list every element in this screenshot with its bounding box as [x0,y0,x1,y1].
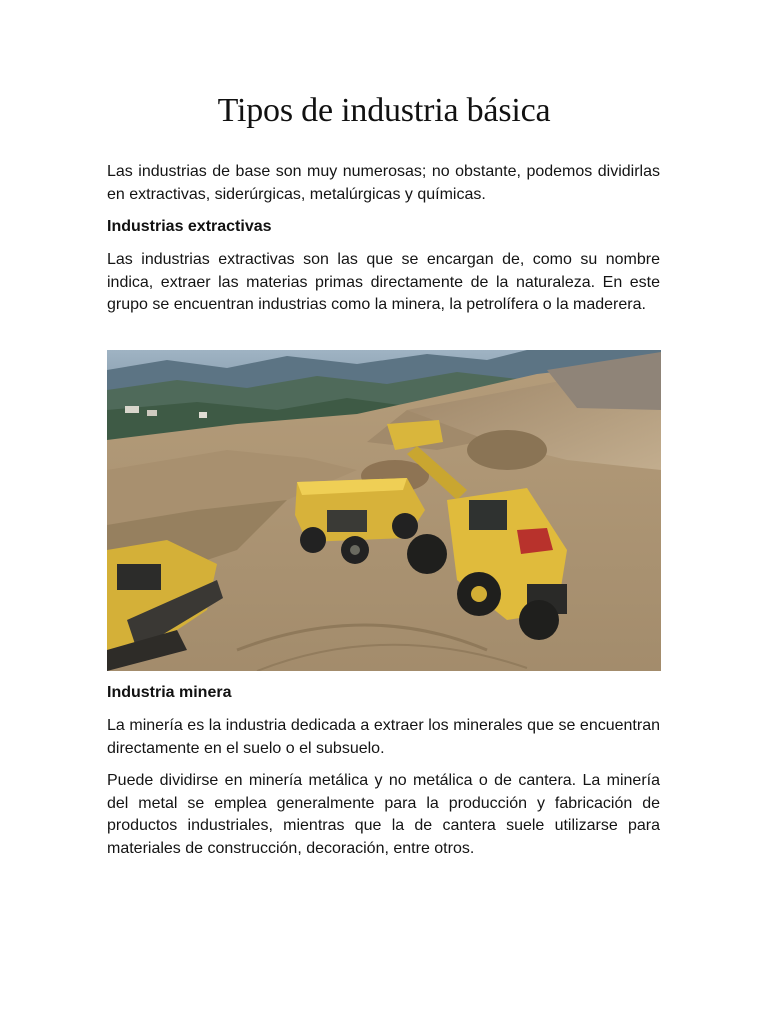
minera-paragraph-1: La minería es la industria dedicada a extraer los minerales que se encuentran directamente en el suelo o el subsuelo. [107,717,660,757]
extractivas-paragraph: Las industrias extractivas son las que se encargan de, como su nombre indica, extraer las materias primas directamente de la naturaleza. En este grupo se encuentran industrias como la minera, la petrolífera o la maderera. [107,251,660,313]
section-heading-extractivas: Industrias extractivas [107,218,272,235]
minera-paragraph-2: Puede dividirse en minería metálica y no metálica o de cantera. La minería del metal se emplea generalmente para la producción y fabricación de productos industriales, mientras que la de cantera suele utilizarse para materiales de construcción, decoración, entre otros. [107,772,660,857]
page-title: Tipos de industria básica [217,92,551,129]
mining-photo [107,350,661,671]
section-heading-minera: Industria minera [107,684,232,701]
intro-paragraph: Las industrias de base son muy numerosas; no obstante, podemos dividirlas en extractivas, siderúrgicas, metalúrgicas y químicas. [107,163,660,203]
